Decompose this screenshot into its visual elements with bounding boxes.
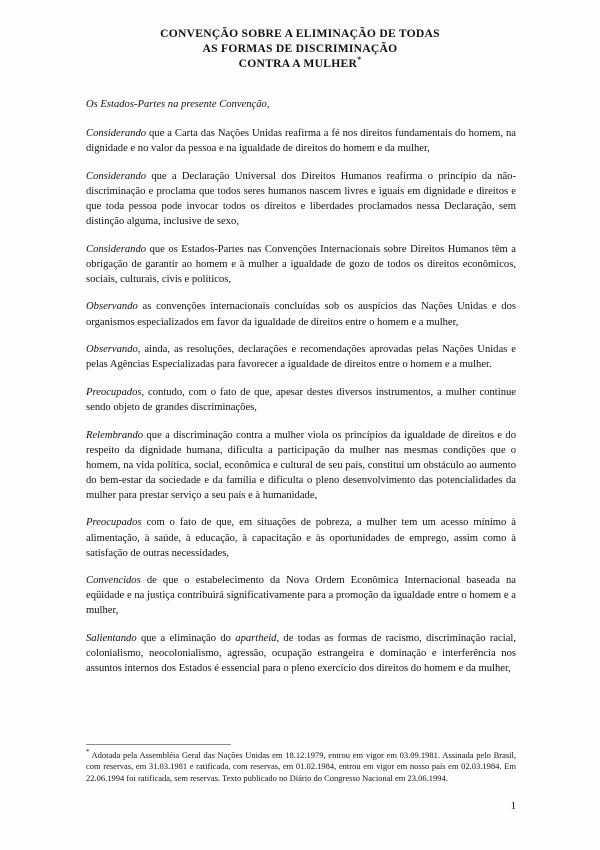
paragraph-text: , contudo, com o fato de que, apesar destes diversos instrumentos, a mulher continue sendo objeto de grandes discriminações, (86, 386, 516, 413)
paragraph-lead-word: Observando (86, 301, 138, 313)
paragraph-text-pre: que a eliminação do (136, 633, 236, 645)
preamble-paragraph (86, 428, 516, 503)
paragraph-lead-word: Observando (86, 344, 138, 356)
paragraph-text: de que o estabelecimento da Nova Ordem Econômica Internacional baseada na eqüidade e na justiça contribuirá significativamente para a promoção da igualdade entre o homem e a mulher, (86, 575, 516, 617)
preamble-paragraph (86, 242, 516, 287)
preamble-paragraph (86, 169, 516, 229)
paragraph-lead-word: Salientando (86, 633, 137, 645)
paragraph-text: com o fato de que, em situações de pobreza, a mulher tem um acesso mínimo à alimentação, à saúde, à educação, à capacitação e às oportunidades de emprego, assim como à satisfação de outras necessidades, (86, 517, 516, 559)
paragraph-italic-term: apartheid (235, 633, 277, 645)
paragraph-text: , ainda, as resoluções, declarações e recomendações aprovadas pelas Nações Unidas e pelas Agências Especializadas para favorecer a igualdade de direitos entre o homem e a mulher. (86, 344, 516, 371)
preamble-paragraph (86, 573, 516, 618)
footnote-separator-rule (86, 744, 231, 745)
paragraph-lead-word: Preocupados (86, 517, 142, 529)
footnote-body-text: Adotada pela Assembléia Geral das Nações Unidas em 18.12.1979, entrou em vigor em 03.09.1981. Assinada pelo Brasil, com reservas, em 31.03.1981 e ratificada, com reservas, em 01.02.1984, entrou em vigor em nosso país em 02.03.1984. Em 22.06.1994 foi ratificada, sem reservas. Texto publicado no Diário do Congresso Nacional em 23.06.1994. (86, 750, 516, 783)
footnote-marker: * (86, 748, 90, 757)
preamble-paragraph (86, 126, 516, 156)
title-footnote-marker: * (357, 55, 362, 65)
page-number: 1 (510, 801, 516, 812)
paragraph-lead-word: Considerando (86, 170, 147, 182)
paragraph-lead-word: Considerando (86, 128, 147, 140)
preamble-paragraph (86, 631, 516, 676)
preamble-intro: Os Estados-Partes na presente Convenção, (86, 99, 270, 110)
title-line-2: AS FORMAS DE DISCRIMINAÇÃO (202, 42, 398, 56)
paragraph-text: que os Estados-Partes nas Convenções Internacionais sobre Direitos Humanos têm a obrigação de garantir ao homem e à mulher a igualdade de gozo de todos os direitos econômicos, sociais, culturais, civis e políticos, (86, 243, 516, 285)
preamble-paragraph (86, 385, 516, 415)
title-line-3 (0, 56, 600, 71)
document-body (86, 97, 516, 676)
paragraph-lead-word: Relembrando (86, 429, 144, 441)
preamble-paragraph (86, 299, 516, 329)
paragraph-lead-word: Considerando (86, 243, 147, 255)
paragraph-text: que a Carta das Nações Unidas reafirma a fé nos direitos fundamentais do homem, na dignidade e no valor da pessoa e na igualdade de direitos do homem e da mulher, (86, 128, 516, 155)
title-line-3-text: CONTRA A MULHER (238, 57, 358, 71)
paragraph-lead-word: Convencidos (86, 575, 141, 587)
footnote-content (86, 750, 516, 784)
paragraph-text: , de todas as formas de racismo, discriminação racial, colonialismo, neocolonialismo, agressão, ocupação estrangeira e dominação e interferência nos assuntos internos dos Estados é essencial para o pleno exercício dos direitos do homem e da mulher, (86, 633, 516, 675)
document-title (0, 0, 600, 72)
paragraph-text: que a Declaração Universal dos Direitos Humanos reafirma o princípio da não-discriminação e proclama que todos seres humanos nascem livres e iguais em dignidade e direitos e que toda pessoa pode invocar todos os direitos e liberdades proclamados nessa Declaração, sem distinção alguma, inclusive de sexo, (86, 170, 516, 228)
paragraph-lead-word: Preocupados (86, 386, 142, 398)
footnote-block (86, 744, 516, 784)
paragraph-text: as convenções internacionais concluídas sob os auspícios das Nações Unidas e dos organismos especializados em favor da igualdade de direitos entre o homem e a mulher, (86, 301, 516, 328)
paragraph-text: que a discriminação contra a mulher viola os princípios da igualdade de direitos e do respeito da dignidade humana, dificulta a participação da mulher nas mesmas condições que o homem, na vida política, social, econômica e cultural de seu país, constitui um obstáculo ao aumento do bem-estar da sociedade e da família e dificulta o pleno desenvolvimento das potencialidades da mulher para prestar serviço a seu país e à humanidade, (86, 429, 516, 501)
preamble-paragraph (86, 342, 516, 372)
preamble-paragraph (86, 515, 516, 560)
title-line-1: CONVENÇÃO SOBRE A ELIMINAÇÃO DE TODAS (160, 27, 440, 40)
